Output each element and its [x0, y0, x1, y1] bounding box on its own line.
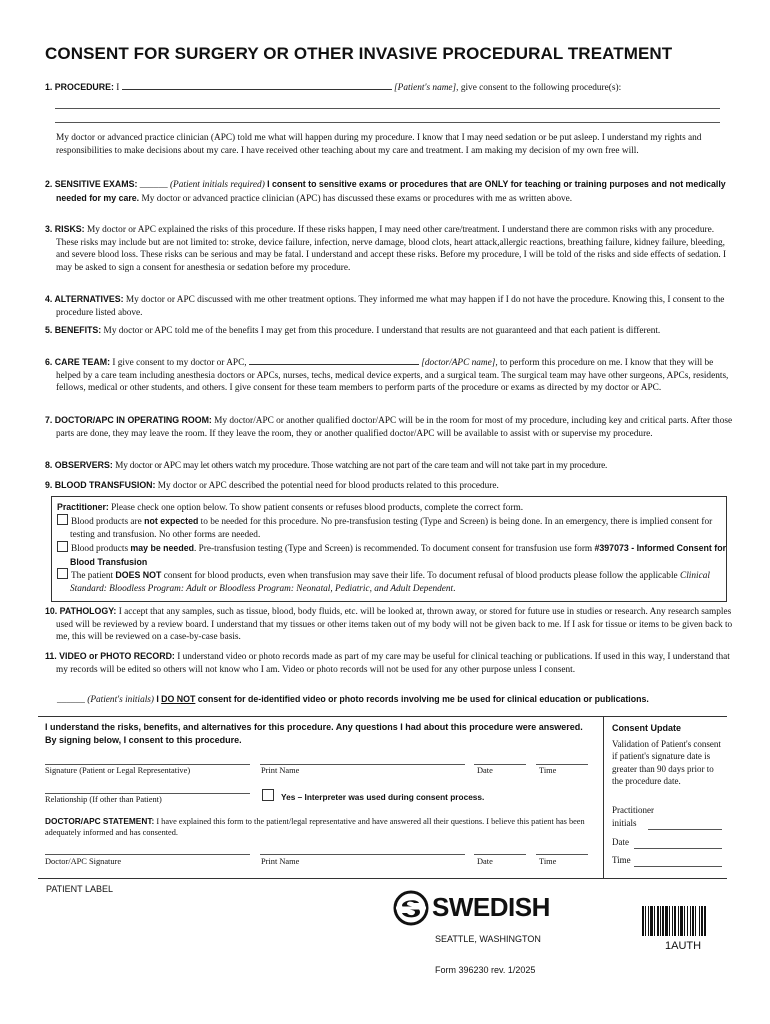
doctor-print-name-field[interactable] — [260, 854, 465, 855]
barcode-bar — [692, 906, 694, 936]
barcode — [642, 906, 732, 936]
section-label: 9. BLOOD TRANSFUSION: — [45, 480, 156, 490]
section-text: My doctor or advanced practice clinician (APC) has discussed these exams or procedures with me as written above. — [141, 193, 573, 204]
barcode-bar — [648, 906, 649, 936]
barcode-bar — [678, 906, 679, 936]
section-label: 11. VIDEO or PHOTO RECORD: — [45, 651, 175, 661]
date-caption: Date — [477, 857, 493, 866]
initials-hint: (Patient's initials) — [87, 695, 155, 705]
relationship-caption: Relationship (If other than Patient) — [45, 795, 162, 804]
initials-field[interactable]: ______ — [139, 180, 168, 190]
practitioner-text: Please check one option below. To show patient consents or refuses blood products, complete the correct form. — [111, 503, 524, 513]
signature-statement: I understand the risks, benefits, and alternatives for this procedure. Any questions I had about this procedure were answered. By signing below, I consent to this procedure. — [45, 722, 583, 745]
section-text: I — [116, 83, 120, 93]
location-text: SEATTLE, WASHINGTON — [435, 934, 541, 944]
time-field[interactable] — [536, 764, 588, 765]
patient-label-area: PATIENT LABEL — [46, 884, 114, 894]
section-benefits — [45, 324, 736, 338]
section-label: 8. OBSERVERS: — [45, 460, 113, 470]
doctor-statement-text: I have explained this form to the patient/legal representative and have answered all their questions. I believe this patient has been adequately informed and has consented. — [45, 817, 585, 837]
practitioner-caption: Practitioner — [612, 805, 654, 815]
barcode-bar — [654, 906, 655, 936]
section-care-team — [45, 356, 736, 395]
section-sensitive-exams — [45, 178, 736, 205]
option-text: to be needed for this procedure. No pre-transfusion testing (Type and Screen) is being done. In an emergency, there is implied consent for testing and transfusion. No other forms are needed. — [70, 517, 713, 540]
procedure-line-2[interactable] — [55, 122, 720, 123]
barcode-bar — [690, 906, 691, 936]
practitioner-instructions — [57, 501, 721, 515]
barcode-bar — [704, 906, 706, 936]
barcode-bar — [662, 906, 664, 936]
initials-caption: initials — [612, 818, 637, 828]
swedish-logo — [392, 890, 550, 926]
interpreter-label: Yes – Interpreter was used during consent process. — [281, 792, 485, 802]
update-initials-field[interactable] — [648, 829, 722, 830]
section-text: My doctor or APC may let others watch my procedure. Those watching are not part of the care team and will not take part in my procedure. — [115, 461, 608, 471]
brand-name: SWEDISH — [432, 892, 550, 922]
option-text: . — [453, 583, 456, 594]
section-label: 5. BENEFITS: — [45, 325, 102, 335]
section-label: 4. ALTERNATIVES: — [45, 294, 124, 304]
initials-hint: (Patient initials required) — [169, 180, 265, 190]
barcode-bar — [660, 906, 661, 936]
section-procedure — [45, 81, 725, 95]
option-text: . Pre-transfusion testing (Type and Screen) is recommended. To document consent for transfusion use form — [193, 544, 593, 554]
section-blood-transfusion — [45, 479, 736, 493]
video-photo-optout — [57, 693, 727, 707]
doctor-statement — [45, 816, 590, 838]
procedure-line-1[interactable] — [55, 108, 720, 109]
option-text: Blood products — [71, 544, 129, 554]
section-text: , give consent to the following procedure(s): — [456, 83, 622, 93]
consent-update-panel — [604, 716, 727, 879]
time-caption: Time — [539, 766, 557, 775]
section-text: I give consent to my doctor or APC, — [112, 358, 247, 368]
update-date-field[interactable] — [634, 848, 722, 849]
consent-update-title: Consent Update — [612, 723, 682, 733]
signature-block — [38, 716, 604, 879]
does-not-consent-checkbox[interactable] — [57, 568, 68, 579]
section-text: My doctor or APC discussed with me other treatment options. They informed me what may happen if I do not have the procedure. Knowing this, I consent to the procedure listed above. — [56, 295, 725, 318]
swedish-logo-icon — [392, 890, 430, 926]
option-bold: not expected — [144, 516, 199, 526]
option-text: consent for blood products, even when transfusion may save their life. To document refusal of blood products please follow the applicable — [163, 571, 678, 581]
section-label: 10. PATHOLOGY: — [45, 606, 117, 616]
doctor-signature-field[interactable] — [45, 854, 250, 855]
barcode-bar — [674, 906, 676, 936]
date-caption: Date — [477, 766, 493, 775]
optout-text: consent for de-identified video or photo records involving me be used for clinical education or publications. — [197, 694, 649, 704]
barcode-bar — [687, 906, 688, 936]
clinical-standard-reference: Clinical Standard: Bloodless Program: Adult or Bloodless Program: Neonatal, Pediatric, and Adult Dependent — [70, 571, 710, 594]
barcode-bar — [645, 906, 646, 936]
section-label: 7. DOCTOR/APC IN OPERATING ROOM: — [45, 415, 212, 425]
page-title: CONSENT FOR SURGERY OR OTHER INVASIVE PROCEDURAL TREATMENT — [45, 44, 673, 63]
section-bold-text: I consent to sensitive exams or procedures that are ONLY for teaching or training purposes and not medically needed for my care. — [56, 179, 726, 203]
patient-signature-field[interactable] — [45, 764, 250, 765]
option-bold: may be needed — [130, 543, 194, 553]
blood-option-not-expected — [57, 514, 734, 541]
procedure-body: My doctor or advanced practice clinician (APC) told me what will happen during my procedure. I know that I may need sedation or be put asleep. I understand my rights and responsibilities to make decisions about my care. I have received other teaching about my care and treatment. I am making my decision of my own free will. — [56, 133, 702, 156]
signature-caption: Signature (Patient or Legal Representative) — [45, 766, 191, 775]
section-risks — [45, 223, 736, 274]
doctor-statement-label: DOCTOR/APC STATEMENT: — [45, 816, 155, 826]
section-pathology — [45, 605, 736, 644]
form-reference: #397073 - Informed Consent for Blood Transfusion — [70, 543, 726, 567]
form-number: Form 396230 rev. 1/2025 — [435, 965, 536, 975]
blood-option-may-be-needed — [57, 541, 734, 569]
update-time-field[interactable] — [634, 866, 722, 867]
section-text: I understand video or photo records made as part of my care may be useful for clinical teaching or publications. If used in this way, I understand that my records will be edited so others will not know who I am. Video or photo records will not be used for any other purpose unless I consent. — [56, 652, 730, 675]
section-video-photo — [45, 650, 736, 676]
barcode-bar — [665, 906, 668, 936]
barcode-bar — [695, 906, 696, 936]
barcode-bar — [650, 906, 653, 936]
update-date-caption: Date — [612, 837, 629, 847]
barcode-bar — [642, 906, 644, 936]
option-text: Blood products are — [71, 517, 142, 527]
barcode-bar — [657, 906, 659, 936]
section-text: , to perform this procedure on me. I know that they will be helped by a care team including anesthesia doctors or APCs, nurses, techs, medical device experts, and a surgical team. The surgical team may have other surgeons, APCs, residents, fellows, medical or other students, and others. I give consent for these team members to perform parts of the procedure or exams as directed by my doctor or APC. — [56, 358, 729, 393]
barcode-bar — [701, 906, 703, 936]
time-caption: Time — [539, 857, 557, 866]
section-alternatives — [45, 293, 736, 319]
barcode-bar — [680, 906, 683, 936]
patient-name-field[interactable] — [122, 89, 392, 90]
barcode-bar — [684, 906, 685, 936]
section-label: 6. CARE TEAM: — [45, 357, 111, 367]
section-doctor-in-or — [45, 414, 736, 440]
section-text: My doctor or APC told me of the benefits I may get from this procedure. I understand that results are not guaranteed and that each patient is different. — [103, 326, 661, 336]
print-name-field[interactable] — [260, 764, 465, 765]
optout-text: I — [156, 694, 159, 704]
blood-product-options-box — [51, 496, 727, 602]
option-text: The patient — [71, 571, 114, 581]
barcode-text: 1AUTH — [665, 940, 702, 952]
section-text: My doctor/APC or another qualified doctor/APC will be in the room for most of my procedure, including key and critical parts. After those parts are done, they may leave the room. If they leave the room, they or another qualified doctor/APC will be available to assist with or supervise my procedure. — [56, 416, 733, 439]
initials-field[interactable]: ______ — [57, 695, 85, 705]
relationship-field[interactable] — [45, 793, 250, 794]
not-expected-checkbox[interactable] — [57, 514, 68, 525]
section-observers — [45, 459, 736, 473]
option-bold: DOES NOT — [115, 570, 162, 580]
doctor-date-field[interactable] — [474, 854, 526, 855]
print-name-caption: Print Name — [261, 857, 300, 866]
update-time-caption: Time — [612, 855, 631, 865]
section-text: My doctor or APC explained the risks of this procedure. If these risks happen, I may need other care/treatment. I understand there are common risks with any procedure. These risks may include but are not limited to: stroke, device failure, infection, nerve damage, blood clots, heart attack,allergic reactions, breathing failure, kidney failure, bleeding, and severe blood loss. These risks can be serious and may be fatal. I understand and accept these risks. Before my procedure, I will be told of the risks and side effects of sedation. I may be asked to sign a consent for anesthesia or sedation before my procedure. — [56, 225, 727, 273]
date-field[interactable] — [474, 764, 526, 765]
doctor-name-hint: [doctor/APC name] — [421, 358, 496, 368]
section-label: 2. SENSITIVE EXAMS: — [45, 179, 138, 189]
patient-name-hint: [Patient's name] — [394, 83, 457, 93]
section-label: 1. PROCEDURE: — [45, 82, 114, 92]
section-label: 3. RISKS: — [45, 224, 85, 234]
print-name-caption: Print Name — [261, 766, 300, 775]
interpreter-option — [262, 787, 484, 805]
doctor-name-field[interactable] — [249, 364, 419, 365]
doctor-time-field[interactable] — [536, 854, 588, 855]
section-text: My doctor or APC described the potential need for blood products related to this procedure. — [157, 481, 499, 491]
barcode-bar — [699, 906, 700, 936]
consent-update-text: Validation of Patient's consent if patient's signature date is greater than 90 days prior to the procedure date. — [612, 739, 721, 786]
do-not-text: DO NOT — [161, 694, 196, 704]
barcode-bar — [669, 906, 670, 936]
section-text: I accept that any samples, such as tissue, blood, body fluids, etc. will be looked at, thrown away, or stored for future use in studies or research. Any research samples used will be reviewed by a review board. I understand that my tissues or other items taken out of my body will not be given back to me. If I ask for tissue or items to be given back to me, this will be reviewed on a case-by-case basis. — [56, 607, 733, 642]
barcode-bar — [672, 906, 673, 936]
blood-option-refuses — [57, 568, 734, 595]
practitioner-label: Practitioner: — [57, 502, 109, 512]
doctor-signature-caption: Doctor/APC Signature — [45, 857, 122, 866]
interpreter-checkbox[interactable] — [262, 789, 274, 801]
may-be-needed-checkbox[interactable] — [57, 541, 68, 552]
